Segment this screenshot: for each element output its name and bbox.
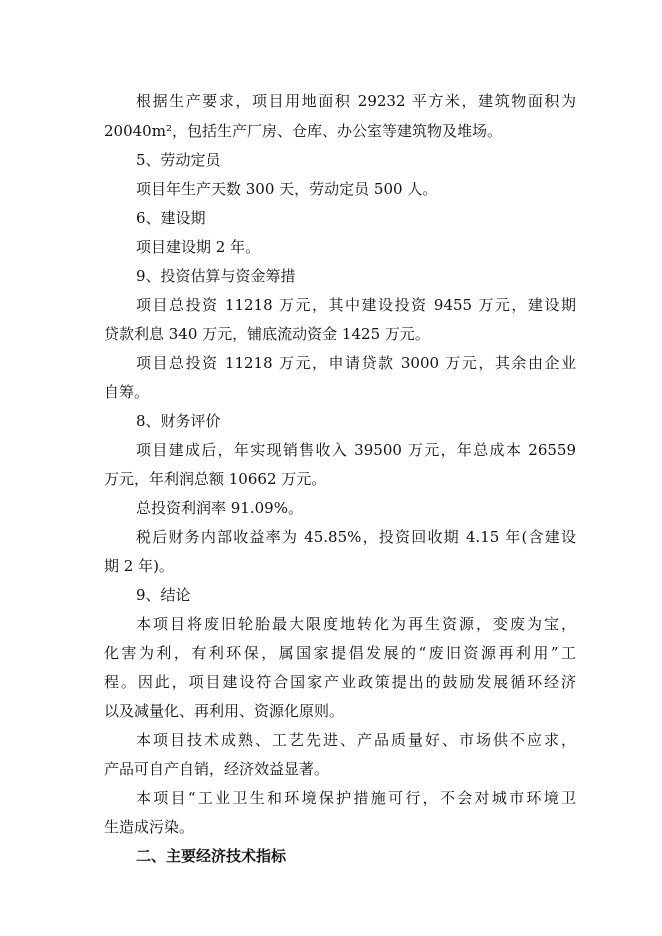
paragraph-line: 化害为利，有利环保，属国家提倡发展的“废旧资源再利用”工 xyxy=(104,644,576,662)
paragraph-line: 程。因此，项目建设符合国家产业政策提出的鼓励发展循环经济 xyxy=(104,673,576,691)
paragraph-line: 期 2 年)。 xyxy=(104,557,174,575)
paragraph-line: 贷款利息 340 万元，铺底流动资金 1425 万元。 xyxy=(104,325,430,343)
paragraph-line: 本项目“工业卫生和环境保护措施可行，不会对城市环境卫 xyxy=(136,789,576,807)
section-heading-labor: 5、劳动定员 xyxy=(136,151,221,169)
paragraph-line: 项目建设期 2 年。 xyxy=(136,238,261,256)
paragraph-line: 20040m²，包括生产厂房、仓库、办公室等建筑物及堆场。 xyxy=(104,122,502,140)
paragraph-line: 项目年生产天数 300 天，劳动定员 500 人。 xyxy=(136,180,438,198)
paragraph-line: 项目总投资 11218 万元，其中建设投资 9455 万元，建设期 xyxy=(136,296,576,314)
paragraph-line: 根据生产要求，项目用地面积 29232 平方米，建筑物面积为 xyxy=(136,92,576,110)
paragraph-line: 产品可自产自销，经济效益显著。 xyxy=(104,760,330,778)
paragraph-line: 总投资利润率 91.09%。 xyxy=(136,499,303,517)
paragraph-line: 万元，年利润总额 10662 万元。 xyxy=(104,470,327,488)
section-heading-conclusion: 9、结论 xyxy=(136,586,191,604)
paragraph-line: 项目总投资 11218 万元，申请贷款 3000 万元，其余由企业 xyxy=(136,354,576,372)
paragraph-line: 项目建成后，年实现销售收入 39500 万元，年总成本 26559 xyxy=(136,441,576,459)
section-heading-construction-period: 6、建设期 xyxy=(136,209,206,227)
paragraph-line: 自筹。 xyxy=(104,383,150,401)
section-heading-investment: 9、投资估算与资金筹措 xyxy=(136,267,296,285)
paragraph-line: 税后财务内部收益率为 45.85%，投资回收期 4.15 年(含建设 xyxy=(136,528,576,546)
section-heading-financial: 8、财务评价 xyxy=(136,412,221,430)
section-title-economic-indicators: 二、主要经济技术指标 xyxy=(136,847,287,865)
paragraph-line: 本项目技术成熟、工艺先进、产品质量好、市场供不应求， xyxy=(136,731,576,749)
paragraph-line: 生造成污染。 xyxy=(104,818,195,836)
paragraph-line: 本项目将废旧轮胎最大限度地转化为再生资源，变废为宝， xyxy=(136,615,576,633)
paragraph-line: 以及减量化、再利用、资源化原则。 xyxy=(104,702,345,720)
